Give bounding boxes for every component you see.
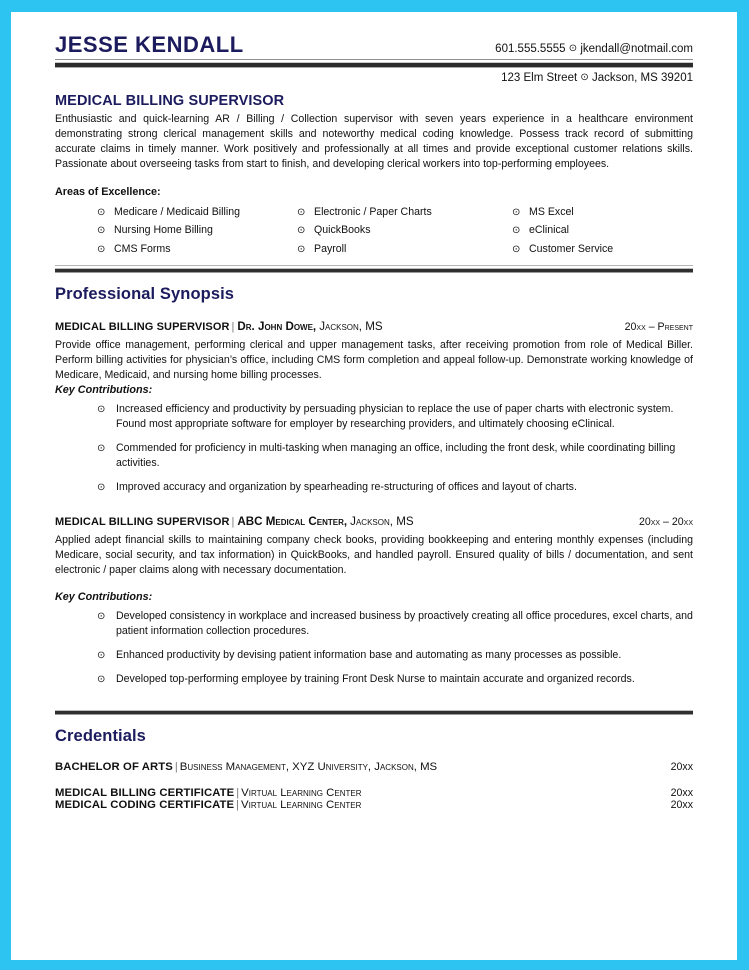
credential-year: 20xx <box>670 786 693 799</box>
experience-description: Applied adept financial skills to maintaining company check books, providing bookkeeping and entering monthly expenses (including Medicare, social security, and tax information) in QuickBooks, and handled payroll. Ensured quality of bills / documentation, and sent electronic / paper claims along with necessary documentation. <box>55 534 693 577</box>
degree-name: BACHELOR OF ARTS <box>55 760 173 773</box>
list-item <box>97 402 693 432</box>
credential-entry <box>55 787 693 799</box>
circled-dot-bullet-icon: ⊙ <box>97 442 106 454</box>
list-item-label: Nursing Home Billing <box>114 224 213 237</box>
institution-name: Business Management, XYZ University, Jackson, MS <box>179 760 438 773</box>
city-state-zip: Jackson, MS 39201 <box>591 72 693 84</box>
circled-dot-bullet-icon: ⊙ <box>97 207 106 219</box>
credentials-list <box>55 761 693 811</box>
employment-dates: 20xx – Present <box>624 320 693 333</box>
list-item-label: Increased efficiency and productivity by persuading physician to replace the use of paper charts with electronic system. Found most appropriate software for employer by researching providers, and ultimately choosing eClinical. <box>116 402 674 430</box>
resume-header <box>55 34 693 56</box>
employer-name: Dr. John Dowe, <box>237 319 317 333</box>
circled-dot-icon: ⊙ <box>580 72 589 83</box>
credentials-section-rule <box>55 710 693 715</box>
list-item <box>512 222 693 238</box>
employer-location: Jackson, MS <box>319 319 383 333</box>
email-address[interactable]: jkendall@notmail.com <box>580 43 693 55</box>
list-item <box>97 441 693 471</box>
credential-title-line <box>55 761 437 773</box>
degree-institution-divider: | <box>236 798 240 811</box>
street-address: 123 Elm Street <box>501 72 578 84</box>
areas-of-excellence-section <box>55 186 693 265</box>
title-employer-divider: | <box>231 516 235 529</box>
key-contributions-list <box>55 609 693 687</box>
circled-dot-icon: ⊙ <box>568 43 578 54</box>
circled-dot-bullet-icon: ⊙ <box>97 674 106 686</box>
job-title: MEDICAL BILLING SUPERVISOR <box>55 320 230 333</box>
title-employer-divider: | <box>231 320 235 333</box>
credential-entry <box>55 799 693 811</box>
experience-title-line <box>55 515 414 528</box>
list-item <box>97 480 693 495</box>
list-item-label: Medicare / Medicaid Billing <box>114 206 241 219</box>
list-item <box>297 222 512 238</box>
key-contributions-list <box>55 402 693 495</box>
phone-number: 601.555.5555 <box>495 43 566 55</box>
circled-dot-bullet-icon: ⊙ <box>97 243 106 255</box>
contact-line-address <box>55 72 693 84</box>
institution-name: Virtual Learning Center <box>241 786 362 799</box>
list-item-label: Payroll <box>314 242 347 255</box>
circled-dot-bullet-icon: ⊙ <box>512 243 521 255</box>
circled-dot-bullet-icon: ⊙ <box>97 650 106 662</box>
list-item-label: Enhanced productivity by devising patient information base and automating as many processes as possible. <box>116 649 622 662</box>
experience-title-line <box>55 320 383 333</box>
institution-name: Virtual Learning Center <box>241 798 362 811</box>
experience-entry <box>55 320 693 495</box>
list-item <box>97 609 693 639</box>
circled-dot-bullet-icon: ⊙ <box>297 207 306 219</box>
degree-institution-divider: | <box>236 786 240 799</box>
contact-line-primary <box>495 43 693 56</box>
list-item-label: Improved accuracy and organization by spearheading re-structuring of offices and layout of charts. <box>116 480 577 493</box>
areas-of-excellence-title: Areas of Excellence: <box>55 186 161 199</box>
degree-institution-divider: | <box>174 760 178 773</box>
list-item-label: Developed top-performing employee by training Front Desk Nurse to maintain accurate and organized records. <box>116 673 635 686</box>
list-item-label: CMS Forms <box>114 242 171 255</box>
list-item <box>97 241 297 257</box>
circled-dot-bullet-icon: ⊙ <box>297 225 306 237</box>
header-divider <box>55 59 693 68</box>
experience-entry <box>55 515 693 688</box>
circled-dot-bullet-icon: ⊙ <box>512 207 521 219</box>
experience-header-row <box>55 320 693 333</box>
list-item <box>97 222 297 238</box>
credential-year: 20xx <box>670 760 693 773</box>
list-item <box>512 204 693 220</box>
list-item <box>297 204 512 220</box>
credential-year: 20xx <box>670 798 693 811</box>
areas-of-excellence-grid <box>55 204 693 257</box>
degree-name: MEDICAL CODING CERTIFICATE <box>55 798 235 811</box>
list-item-label: Electronic / Paper Charts <box>314 206 432 219</box>
list-item-label: Developed consistency in workplace and increased business by proactively creating all office procedures, excel charts, and patient information collection procedures. <box>116 610 693 638</box>
list-item-label: MS Excel <box>529 206 574 219</box>
key-contributions-label: Key Contributions: <box>55 591 153 604</box>
employer-name: ABC Medical Center, <box>237 515 348 529</box>
employment-dates: 20xx – 20xx <box>638 516 693 529</box>
credential-title-line <box>55 799 361 811</box>
credential-entry <box>55 761 693 773</box>
list-item-label: QuickBooks <box>314 224 371 237</box>
section-heading-professional-synopsis: Professional Synopsis <box>55 284 235 303</box>
circled-dot-bullet-icon: ⊙ <box>512 225 521 237</box>
experience-description: Provide office management, performing clerical and upper management tasks, after receiving promotion from role of Medical Biller. Perform billing activities for physician’s office, including CMS form completion and appeal follow-up. Demonstrate working knowledge of Medicare, Medicaid, and nursing home billing processes. <box>55 338 693 381</box>
circled-dot-bullet-icon: ⊙ <box>97 225 106 237</box>
degree-name: MEDICAL BILLING CERTIFICATE <box>55 786 235 799</box>
list-item <box>97 204 297 220</box>
experience-header-row <box>55 515 693 528</box>
synopsis-section-rule <box>55 268 693 273</box>
key-contributions-label: Key Contributions: <box>55 383 153 396</box>
circled-dot-bullet-icon: ⊙ <box>97 403 106 415</box>
areas-of-excellence-hairline <box>55 265 693 266</box>
list-item-label: eClinical <box>529 224 570 237</box>
circled-dot-bullet-icon: ⊙ <box>97 611 106 623</box>
credential-title-line <box>55 787 361 799</box>
list-item-label: Customer Service <box>529 242 614 255</box>
employer-location: Jackson, MS <box>350 515 414 529</box>
job-title: MEDICAL BILLING SUPERVISOR <box>55 516 230 529</box>
section-heading-credentials: Credentials <box>55 726 146 745</box>
summary-paragraph: Enthusiastic and quick-learning AR / Billing / Collection supervisor with seven years experience in a healthcare environment demonstrating strong clerical management skills and noteworthy medical coding knowledge. Possess track record of submitting accurate claims in timely manner. Work positively and professionally at all times and provide exceptional customer relations skills. Passionate about overseeing tasks from start to finish, and developing clerical workers into top-performing employees. <box>55 113 693 171</box>
circled-dot-bullet-icon: ⊙ <box>297 243 306 255</box>
list-item <box>97 648 693 663</box>
page-title: JESSE KENDALL <box>55 32 244 57</box>
list-item-label: Commended for proficiency in multi-tasking when managing an office, including the front desk, while coordinating billing activities. <box>116 441 676 469</box>
credentials-rule-wrapper <box>55 710 693 715</box>
resume-page <box>11 12 737 960</box>
list-item <box>512 241 693 257</box>
list-item <box>97 672 693 687</box>
summary-title: MEDICAL BILLING SUPERVISOR <box>55 93 285 109</box>
circled-dot-bullet-icon: ⊙ <box>97 481 106 493</box>
list-item <box>297 241 512 257</box>
